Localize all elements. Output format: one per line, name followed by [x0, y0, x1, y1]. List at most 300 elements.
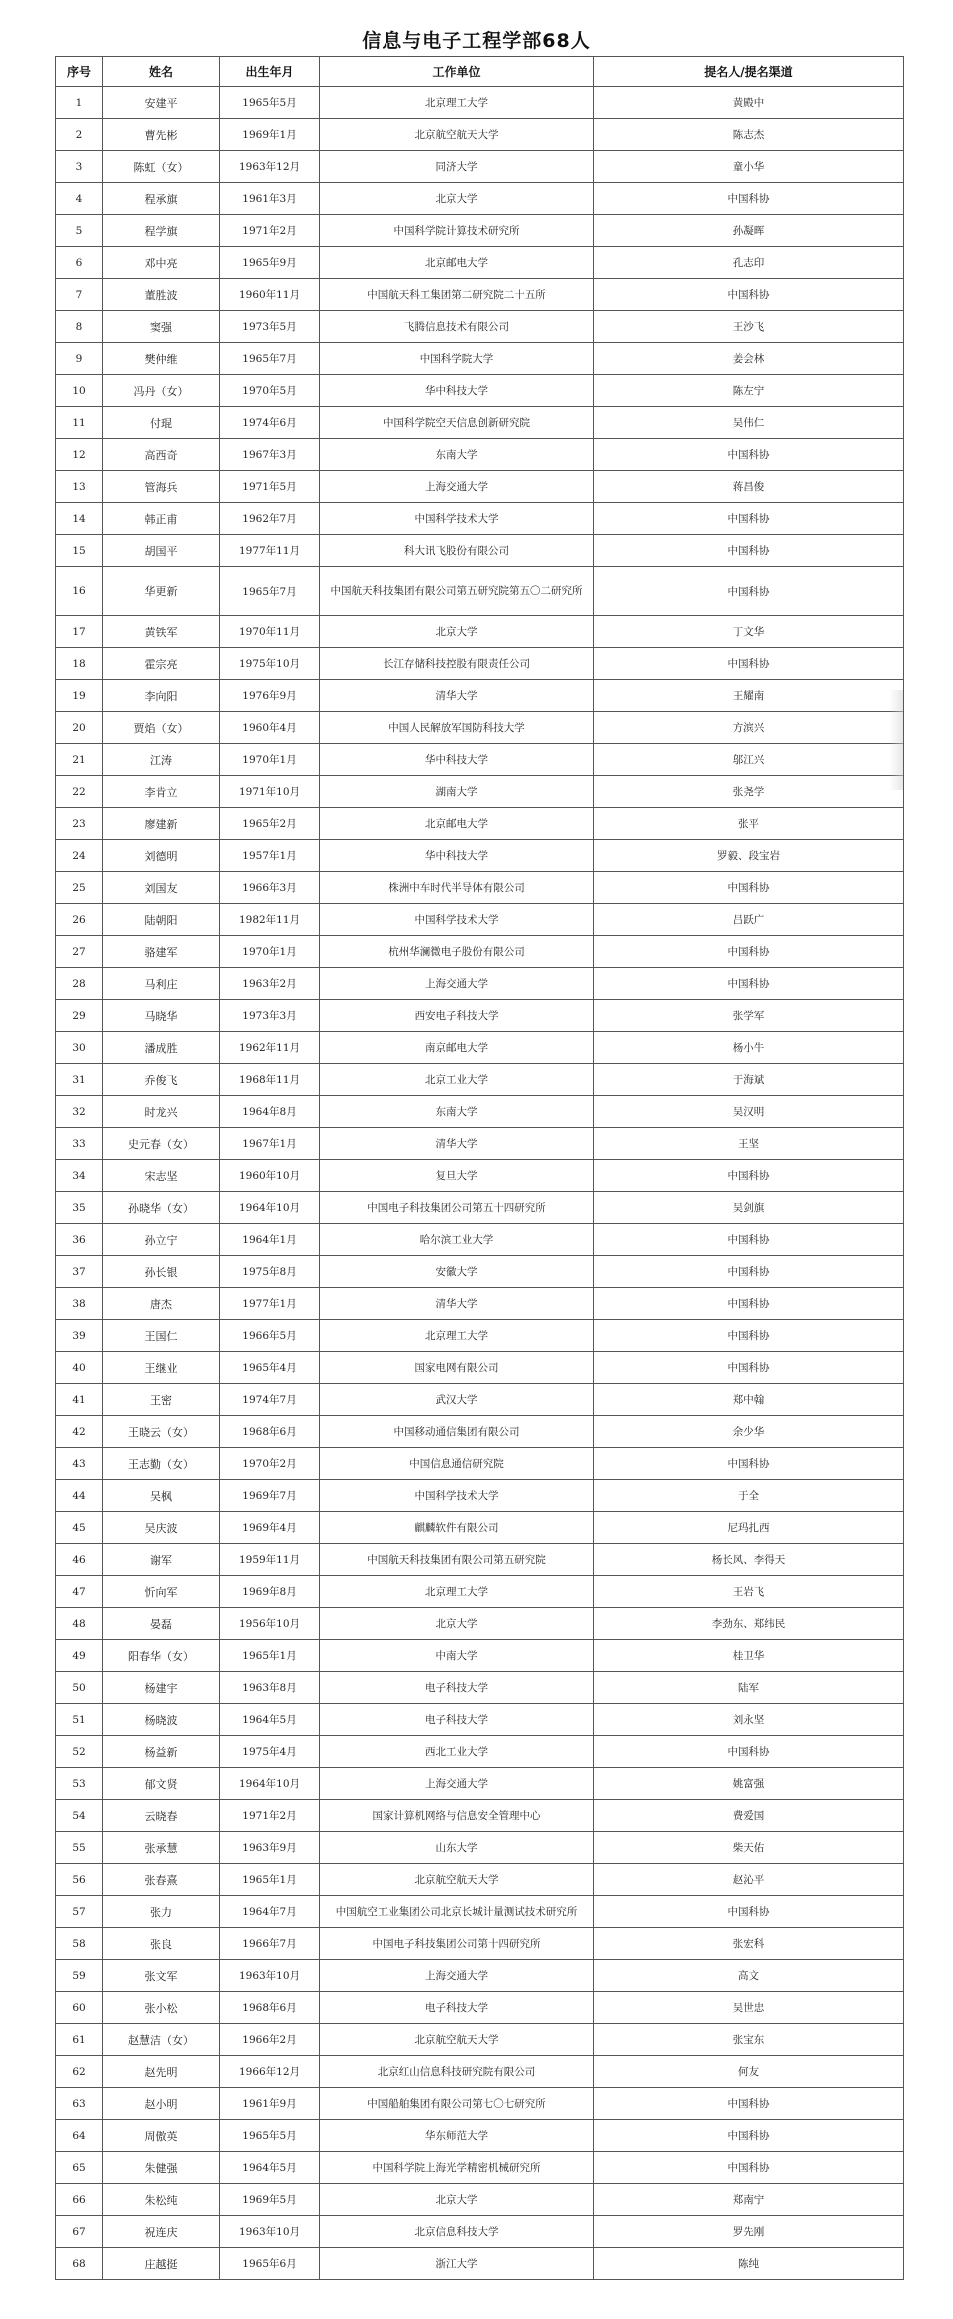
cell-name: 管海兵 [103, 471, 220, 503]
cell-unit: 山东大学 [320, 1832, 594, 1864]
cell-birth: 1965年4月 [220, 1352, 320, 1384]
cell-seq: 59 [56, 1960, 103, 1992]
cell-nominator: 王沙飞 [594, 311, 904, 343]
cell-name: 王国仁 [103, 1320, 220, 1352]
cell-birth: 1962年11月 [220, 1032, 320, 1064]
cell-seq: 42 [56, 1416, 103, 1448]
cell-birth: 1966年3月 [220, 872, 320, 904]
cell-name: 韩正甫 [103, 503, 220, 535]
table-row [56, 648, 904, 680]
cell-nominator: 中国科协 [594, 1736, 904, 1768]
cell-unit: 中国航空工业集团公司北京长城计量测试技术研究所 [320, 1896, 594, 1928]
cell-nominator: 陈志杰 [594, 119, 904, 151]
table-row [56, 1992, 904, 2024]
cell-nominator: 中国科协 [594, 1160, 904, 1192]
cell-birth: 1959年11月 [220, 1544, 320, 1576]
table-row [56, 1736, 904, 1768]
header-seq: 序号 [56, 57, 103, 87]
cell-seq: 45 [56, 1512, 103, 1544]
cell-unit: 中国航天科技集团有限公司第五研究院第五〇二研究所 [320, 567, 594, 616]
table-row [56, 2216, 904, 2248]
cell-birth: 1960年10月 [220, 1160, 320, 1192]
cell-name: 刘国友 [103, 872, 220, 904]
cell-nominator: 中国科协 [594, 503, 904, 535]
table-row [56, 1032, 904, 1064]
cell-unit: 同济大学 [320, 151, 594, 183]
cell-birth: 1970年11月 [220, 616, 320, 648]
cell-seq: 29 [56, 1000, 103, 1032]
cell-unit: 麒麟软件有限公司 [320, 1512, 594, 1544]
cell-nominator: 中国科协 [594, 1448, 904, 1480]
cell-nominator: 邬江兴 [594, 744, 904, 776]
cell-nominator: 中国科协 [594, 1352, 904, 1384]
header-name: 姓名 [103, 57, 220, 87]
table-row [56, 1480, 904, 1512]
table-row [56, 1000, 904, 1032]
cell-name: 谢军 [103, 1544, 220, 1576]
cell-unit: 中国电子科技集团公司第十四研究所 [320, 1928, 594, 1960]
cell-seq: 66 [56, 2184, 103, 2216]
cell-birth: 1966年5月 [220, 1320, 320, 1352]
table-row [56, 567, 904, 616]
cell-birth: 1965年2月 [220, 808, 320, 840]
cell-birth: 1964年10月 [220, 1192, 320, 1224]
cell-unit: 上海交通大学 [320, 1768, 594, 1800]
cell-name: 王密 [103, 1384, 220, 1416]
table-row [56, 1256, 904, 1288]
cell-seq: 65 [56, 2152, 103, 2184]
table-row [56, 1160, 904, 1192]
table-row [56, 2248, 904, 2280]
cell-birth: 1966年12月 [220, 2056, 320, 2088]
cell-name: 江涛 [103, 744, 220, 776]
cell-seq: 13 [56, 471, 103, 503]
cell-unit: 电子科技大学 [320, 1704, 594, 1736]
cell-birth: 1970年5月 [220, 375, 320, 407]
cell-birth: 1963年12月 [220, 151, 320, 183]
cell-name: 付琨 [103, 407, 220, 439]
cell-unit: 华东师范大学 [320, 2120, 594, 2152]
cell-birth: 1976年9月 [220, 680, 320, 712]
table-row [56, 503, 904, 535]
cell-unit: 湖南大学 [320, 776, 594, 808]
table-row [56, 712, 904, 744]
cell-name: 高西奇 [103, 439, 220, 471]
cell-nominator: 张平 [594, 808, 904, 840]
cell-birth: 1965年9月 [220, 247, 320, 279]
academician-table [55, 56, 904, 2280]
table-row [56, 343, 904, 375]
cell-birth: 1969年7月 [220, 1480, 320, 1512]
cell-unit: 上海交通大学 [320, 968, 594, 1000]
cell-nominator: 中国科协 [594, 1320, 904, 1352]
cell-name: 胡国平 [103, 535, 220, 567]
cell-nominator: 李劲东、郑纬民 [594, 1608, 904, 1640]
cell-nominator: 中国科协 [594, 535, 904, 567]
table-row [56, 872, 904, 904]
cell-birth: 1965年6月 [220, 2248, 320, 2280]
cell-birth: 1968年11月 [220, 1064, 320, 1096]
header-birth: 出生年月 [220, 57, 320, 87]
cell-nominator: 中国科协 [594, 2152, 904, 2184]
cell-nominator: 罗先刚 [594, 2216, 904, 2248]
cell-seq: 53 [56, 1768, 103, 1800]
cell-name: 李肯立 [103, 776, 220, 808]
cell-seq: 36 [56, 1224, 103, 1256]
table-row [56, 535, 904, 567]
cell-birth: 1963年8月 [220, 1672, 320, 1704]
cell-name: 樊仲维 [103, 343, 220, 375]
cell-birth: 1975年10月 [220, 648, 320, 680]
cell-unit: 北京邮电大学 [320, 247, 594, 279]
cell-seq: 62 [56, 2056, 103, 2088]
cell-nominator: 罗毅、段宝岩 [594, 840, 904, 872]
cell-nominator: 郑南宁 [594, 2184, 904, 2216]
cell-unit: 杭州华澜微电子股份有限公司 [320, 936, 594, 968]
cell-unit: 北京邮电大学 [320, 808, 594, 840]
cell-unit: 北京大学 [320, 183, 594, 215]
cell-unit: 北京理工大学 [320, 87, 594, 119]
cell-name: 乔俊飞 [103, 1064, 220, 1096]
cell-birth: 1964年5月 [220, 1704, 320, 1736]
cell-unit: 西北工业大学 [320, 1736, 594, 1768]
cell-birth: 1977年11月 [220, 535, 320, 567]
cell-unit: 清华大学 [320, 680, 594, 712]
table-row [56, 840, 904, 872]
cell-name: 程承旗 [103, 183, 220, 215]
cell-unit: 中国信息通信研究院 [320, 1448, 594, 1480]
cell-unit: 上海交通大学 [320, 471, 594, 503]
cell-seq: 63 [56, 2088, 103, 2120]
cell-name: 吴枫 [103, 1480, 220, 1512]
cell-nominator: 童小华 [594, 151, 904, 183]
cell-name: 安建平 [103, 87, 220, 119]
cell-unit: 复旦大学 [320, 1160, 594, 1192]
cell-birth: 1964年5月 [220, 2152, 320, 2184]
cell-name: 孙长银 [103, 1256, 220, 1288]
cell-name: 张良 [103, 1928, 220, 1960]
cell-nominator: 孙凝晖 [594, 215, 904, 247]
cell-seq: 56 [56, 1864, 103, 1896]
cell-name: 杨建宇 [103, 1672, 220, 1704]
cell-unit: 北京理工大学 [320, 1576, 594, 1608]
cell-name: 孙晓华（女） [103, 1192, 220, 1224]
cell-birth: 1971年2月 [220, 215, 320, 247]
cell-seq: 22 [56, 776, 103, 808]
cell-birth: 1965年5月 [220, 2120, 320, 2152]
table-row [56, 1064, 904, 1096]
cell-birth: 1965年1月 [220, 1864, 320, 1896]
cell-seq: 18 [56, 648, 103, 680]
cell-seq: 38 [56, 1288, 103, 1320]
cell-unit: 西安电子科技大学 [320, 1000, 594, 1032]
cell-nominator: 张学军 [594, 1000, 904, 1032]
cell-nominator: 张宝东 [594, 2024, 904, 2056]
table-row [56, 808, 904, 840]
cell-seq: 7 [56, 279, 103, 311]
cell-seq: 43 [56, 1448, 103, 1480]
table-row [56, 2056, 904, 2088]
table-row [56, 2184, 904, 2216]
cell-unit: 北京大学 [320, 1608, 594, 1640]
cell-birth: 1960年4月 [220, 712, 320, 744]
cell-seq: 23 [56, 808, 103, 840]
cell-unit: 中国电子科技集团公司第五十四研究所 [320, 1192, 594, 1224]
cell-name: 陈虹（女） [103, 151, 220, 183]
cell-seq: 60 [56, 1992, 103, 2024]
cell-seq: 20 [56, 712, 103, 744]
cell-unit: 国家电网有限公司 [320, 1352, 594, 1384]
cell-name: 赵慧洁（女） [103, 2024, 220, 2056]
table-row [56, 1544, 904, 1576]
cell-nominator: 王坚 [594, 1128, 904, 1160]
table-row [56, 776, 904, 808]
table-row [56, 1320, 904, 1352]
cell-birth: 1977年1月 [220, 1288, 320, 1320]
table-row [56, 1224, 904, 1256]
cell-unit: 电子科技大学 [320, 1672, 594, 1704]
table-row [56, 119, 904, 151]
cell-name: 王晓云（女） [103, 1416, 220, 1448]
table-row [56, 471, 904, 503]
table-row [56, 1960, 904, 1992]
cell-name: 晏磊 [103, 1608, 220, 1640]
table-row [56, 1608, 904, 1640]
cell-nominator: 姜会林 [594, 343, 904, 375]
cell-seq: 4 [56, 183, 103, 215]
cell-seq: 49 [56, 1640, 103, 1672]
table-row [56, 1384, 904, 1416]
cell-seq: 27 [56, 936, 103, 968]
cell-seq: 8 [56, 311, 103, 343]
cell-seq: 64 [56, 2120, 103, 2152]
cell-unit: 中南大学 [320, 1640, 594, 1672]
cell-nominator: 于海斌 [594, 1064, 904, 1096]
cell-name: 王志勤（女） [103, 1448, 220, 1480]
table-row [56, 1800, 904, 1832]
cell-name: 张小松 [103, 1992, 220, 2024]
cell-birth: 1970年1月 [220, 744, 320, 776]
cell-name: 廖建新 [103, 808, 220, 840]
cell-unit: 清华大学 [320, 1128, 594, 1160]
cell-name: 马晓华 [103, 1000, 220, 1032]
cell-name: 朱松纯 [103, 2184, 220, 2216]
table-row [56, 151, 904, 183]
cell-nominator: 陈左宁 [594, 375, 904, 407]
cell-name: 曹先彬 [103, 119, 220, 151]
cell-unit: 北京大学 [320, 616, 594, 648]
cell-name: 庄越挺 [103, 2248, 220, 2280]
cell-name: 赵先明 [103, 2056, 220, 2088]
cell-unit: 华中科技大学 [320, 744, 594, 776]
cell-seq: 15 [56, 535, 103, 567]
cell-birth: 1966年7月 [220, 1928, 320, 1960]
cell-seq: 3 [56, 151, 103, 183]
cell-unit: 中国航天科技集团有限公司第五研究院 [320, 1544, 594, 1576]
cell-unit: 中国科学技术大学 [320, 1480, 594, 1512]
table-body [56, 87, 904, 2280]
cell-birth: 1982年11月 [220, 904, 320, 936]
table-row [56, 87, 904, 119]
table-row [56, 1896, 904, 1928]
cell-seq: 61 [56, 2024, 103, 2056]
cell-nominator: 杨小牛 [594, 1032, 904, 1064]
cell-name: 忻向军 [103, 1576, 220, 1608]
cell-name: 赵小明 [103, 2088, 220, 2120]
cell-nominator: 余少华 [594, 1416, 904, 1448]
cell-seq: 37 [56, 1256, 103, 1288]
cell-birth: 1971年2月 [220, 1800, 320, 1832]
cell-nominator: 黄殿中 [594, 87, 904, 119]
table-row [56, 2120, 904, 2152]
table-row [56, 1128, 904, 1160]
cell-name: 黄铁军 [103, 616, 220, 648]
table-row [56, 904, 904, 936]
cell-name: 马利庄 [103, 968, 220, 1000]
cell-unit: 北京航空航天大学 [320, 2024, 594, 2056]
cell-seq: 6 [56, 247, 103, 279]
cell-name: 周傲英 [103, 2120, 220, 2152]
table-row [56, 1768, 904, 1800]
cell-seq: 32 [56, 1096, 103, 1128]
cell-nominator: 杨长风、李得天 [594, 1544, 904, 1576]
cell-nominator: 中国科协 [594, 1288, 904, 1320]
table-row [56, 215, 904, 247]
cell-seq: 40 [56, 1352, 103, 1384]
table-row [56, 1512, 904, 1544]
cell-nominator: 中国科协 [594, 936, 904, 968]
cell-name: 张力 [103, 1896, 220, 1928]
cell-nominator: 蒋昌俊 [594, 471, 904, 503]
cell-birth: 1961年3月 [220, 183, 320, 215]
cell-name: 宋志坚 [103, 1160, 220, 1192]
cell-birth: 1965年7月 [220, 567, 320, 616]
table-row [56, 680, 904, 712]
cell-nominator: 何友 [594, 2056, 904, 2088]
cell-seq: 44 [56, 1480, 103, 1512]
cell-nominator: 中国科协 [594, 1224, 904, 1256]
cell-name: 杨晓波 [103, 1704, 220, 1736]
cell-birth: 1961年9月 [220, 2088, 320, 2120]
cell-nominator: 中国科协 [594, 2088, 904, 2120]
cell-unit: 中国科学技术大学 [320, 904, 594, 936]
cell-birth: 1967年3月 [220, 439, 320, 471]
cell-seq: 10 [56, 375, 103, 407]
cell-name: 潘成胜 [103, 1032, 220, 1064]
table-row [56, 968, 904, 1000]
cell-name: 陆朝阳 [103, 904, 220, 936]
cell-nominator: 尼玛扎西 [594, 1512, 904, 1544]
table-row [56, 1288, 904, 1320]
cell-nominator: 王岩飞 [594, 1576, 904, 1608]
cell-seq: 24 [56, 840, 103, 872]
cell-seq: 16 [56, 567, 103, 616]
cell-unit: 中国人民解放军国防科技大学 [320, 712, 594, 744]
cell-nominator: 吴汉明 [594, 1096, 904, 1128]
cell-unit: 中国科学院计算技术研究所 [320, 215, 594, 247]
cell-unit: 华中科技大学 [320, 840, 594, 872]
cell-nominator: 刘永坚 [594, 1704, 904, 1736]
table-row [56, 1704, 904, 1736]
cell-nominator: 方滨兴 [594, 712, 904, 744]
cell-nominator: 中国科协 [594, 183, 904, 215]
cell-nominator: 孔志印 [594, 247, 904, 279]
cell-unit: 北京工业大学 [320, 1064, 594, 1096]
cell-seq: 34 [56, 1160, 103, 1192]
cell-unit: 武汉大学 [320, 1384, 594, 1416]
cell-seq: 1 [56, 87, 103, 119]
cell-unit: 浙江大学 [320, 2248, 594, 2280]
cell-unit: 电子科技大学 [320, 1992, 594, 2024]
cell-birth: 1971年5月 [220, 471, 320, 503]
cell-name: 邓中亮 [103, 247, 220, 279]
cell-birth: 1967年1月 [220, 1128, 320, 1160]
cell-seq: 39 [56, 1320, 103, 1352]
table-row [56, 439, 904, 471]
table-row [56, 1576, 904, 1608]
cell-name: 王继业 [103, 1352, 220, 1384]
cell-name: 华更新 [103, 567, 220, 616]
cell-nominator: 陆军 [594, 1672, 904, 1704]
cell-name: 李向阳 [103, 680, 220, 712]
cell-name: 云晓春 [103, 1800, 220, 1832]
cell-unit: 科大讯飞股份有限公司 [320, 535, 594, 567]
cell-seq: 9 [56, 343, 103, 375]
header-unit: 工作单位 [320, 57, 594, 87]
cell-nominator: 中国科协 [594, 439, 904, 471]
cell-seq: 33 [56, 1128, 103, 1160]
table-row [56, 279, 904, 311]
cell-unit: 中国船舶集团有限公司第七〇七研究所 [320, 2088, 594, 2120]
cell-nominator: 吴伟仁 [594, 407, 904, 439]
cell-nominator: 中国科协 [594, 1896, 904, 1928]
cell-name: 冯丹（女） [103, 375, 220, 407]
cell-seq: 11 [56, 407, 103, 439]
cell-birth: 1963年9月 [220, 1832, 320, 1864]
cell-nominator: 中国科协 [594, 872, 904, 904]
cell-birth: 1962年7月 [220, 503, 320, 535]
cell-birth: 1969年1月 [220, 119, 320, 151]
table-row [56, 375, 904, 407]
table-row [56, 1832, 904, 1864]
cell-unit: 长江存储科技控股有限责任公司 [320, 648, 594, 680]
cell-name: 霍宗亮 [103, 648, 220, 680]
cell-birth: 1964年1月 [220, 1224, 320, 1256]
cell-unit: 北京大学 [320, 2184, 594, 2216]
table-row [56, 1416, 904, 1448]
cell-birth: 1968年6月 [220, 1416, 320, 1448]
cell-seq: 67 [56, 2216, 103, 2248]
table-row [56, 744, 904, 776]
cell-nominator: 中国科协 [594, 648, 904, 680]
cell-seq: 35 [56, 1192, 103, 1224]
cell-seq: 51 [56, 1704, 103, 1736]
cell-seq: 47 [56, 1576, 103, 1608]
cell-unit: 中国科学院空天信息创新研究院 [320, 407, 594, 439]
cell-name: 阳春华（女） [103, 1640, 220, 1672]
table-row [56, 2088, 904, 2120]
table-row [56, 1864, 904, 1896]
table-row [56, 1192, 904, 1224]
cell-birth: 1975年8月 [220, 1256, 320, 1288]
cell-birth: 1960年11月 [220, 279, 320, 311]
cell-birth: 1973年3月 [220, 1000, 320, 1032]
cell-nominator: 张宏科 [594, 1928, 904, 1960]
table-row [56, 1672, 904, 1704]
cell-unit: 东南大学 [320, 439, 594, 471]
scan-shadow [889, 690, 903, 790]
cell-nominator: 张尧学 [594, 776, 904, 808]
